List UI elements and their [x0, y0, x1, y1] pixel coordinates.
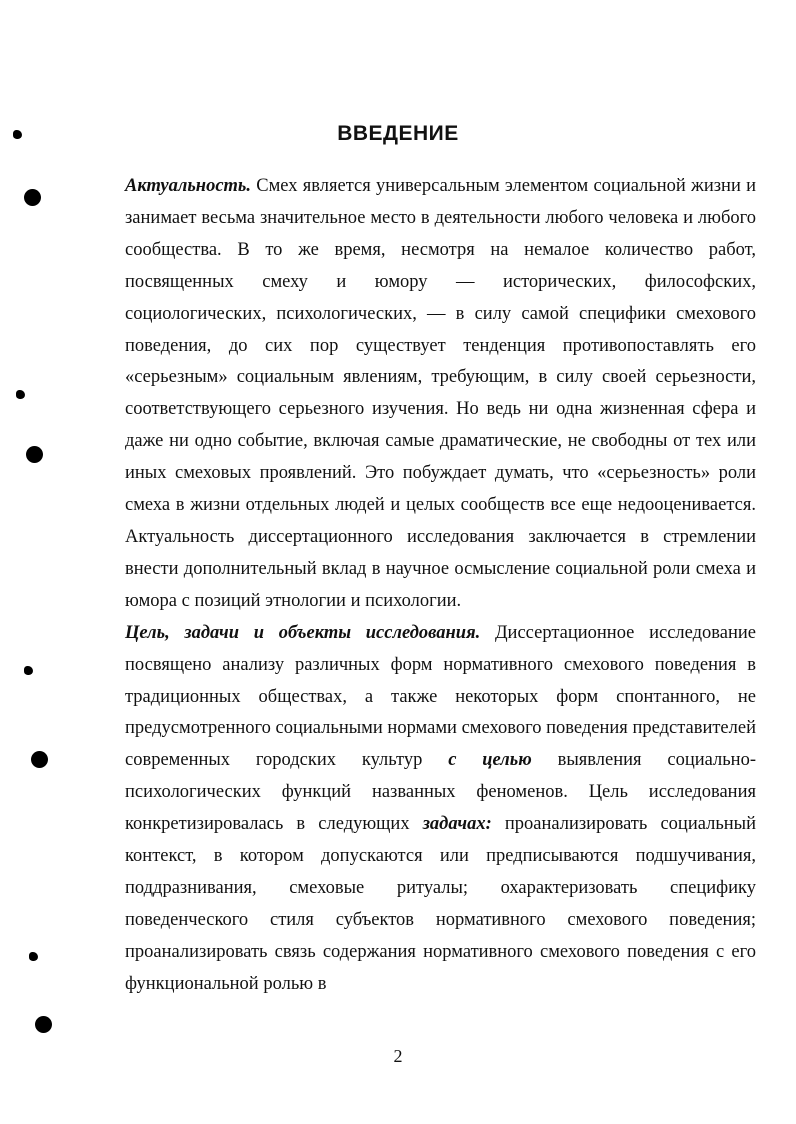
- emphasis-tasks: задачах:: [422, 814, 492, 835]
- punch-hole: [35, 1016, 52, 1033]
- paragraph-lead: Актуальность.: [125, 176, 252, 196]
- paragraph-goals: [125, 618, 756, 1001]
- paragraph-relevance: [125, 171, 756, 618]
- body-text: [125, 171, 756, 1001]
- paragraph-text: Смех является универсальным элементом социальной жизни и занимает весьма значительное место в деятельности любого человека и любого сообщества. В то же время, несмотря на немалое количество работ, посвященных смеху и юмору — исторических, философских, социологических, психологических, — в силу самой специфики смехового поведения, до сих пор существует тенденция противопоставлять его «серьезным» социальным явлениям, требующим, в силу своей серьезности, соответствующего серьезного изучения. Но ведь ни одна жизненная сфера и даже ни одно событие, включая самые драматические, не свободны от тех или иных смеховых проявлений. Это побуждает думать, что «серьезность» роли смеха в жизни отдельных людей и целых сообществ все еще недооценивается. Актуальность диссертационного исследования заключается в стремлении внести дополнительный вклад в научное осмысление социальной роли смеха и юмора с позиций этнологии и психологии.: [125, 176, 756, 611]
- scan-speck: [29, 952, 38, 961]
- punch-hole: [26, 446, 43, 463]
- paragraph-text: проанализировать социальный контекст, в котором допускаются или предписываются подшучивания, поддразнивания, смеховые ритуалы; охарактеризовать специфику поведенческого стиля субъектов нормативного смехового поведения; проанализировать связь содержания нормативного смехового поведения с его функциональной ролью в: [125, 814, 756, 994]
- scan-speck: [16, 390, 25, 399]
- paragraph-text: выявления социально-психологических функций названных феноменов. Цель исследования конкретизировалась в следующих: [125, 750, 756, 835]
- page-title: ВВЕДЕНИЕ: [337, 122, 459, 145]
- emphasis-goal: с целью: [448, 750, 532, 771]
- paragraph-text: Диссертационное исследование посвящено анализу различных форм нормативного смехового поведения в традиционных обществах, а также некоторых форм спонтанного, не предусмотренного социальными нормами смехового поведения представителей современных городских культур: [125, 622, 756, 771]
- page-number: 2: [393, 1046, 403, 1066]
- paragraph-lead: Цель, задачи и объекты исследования.: [125, 622, 481, 643]
- punch-hole: [31, 751, 48, 768]
- punch-hole: [24, 189, 41, 206]
- scan-speck: [24, 666, 33, 675]
